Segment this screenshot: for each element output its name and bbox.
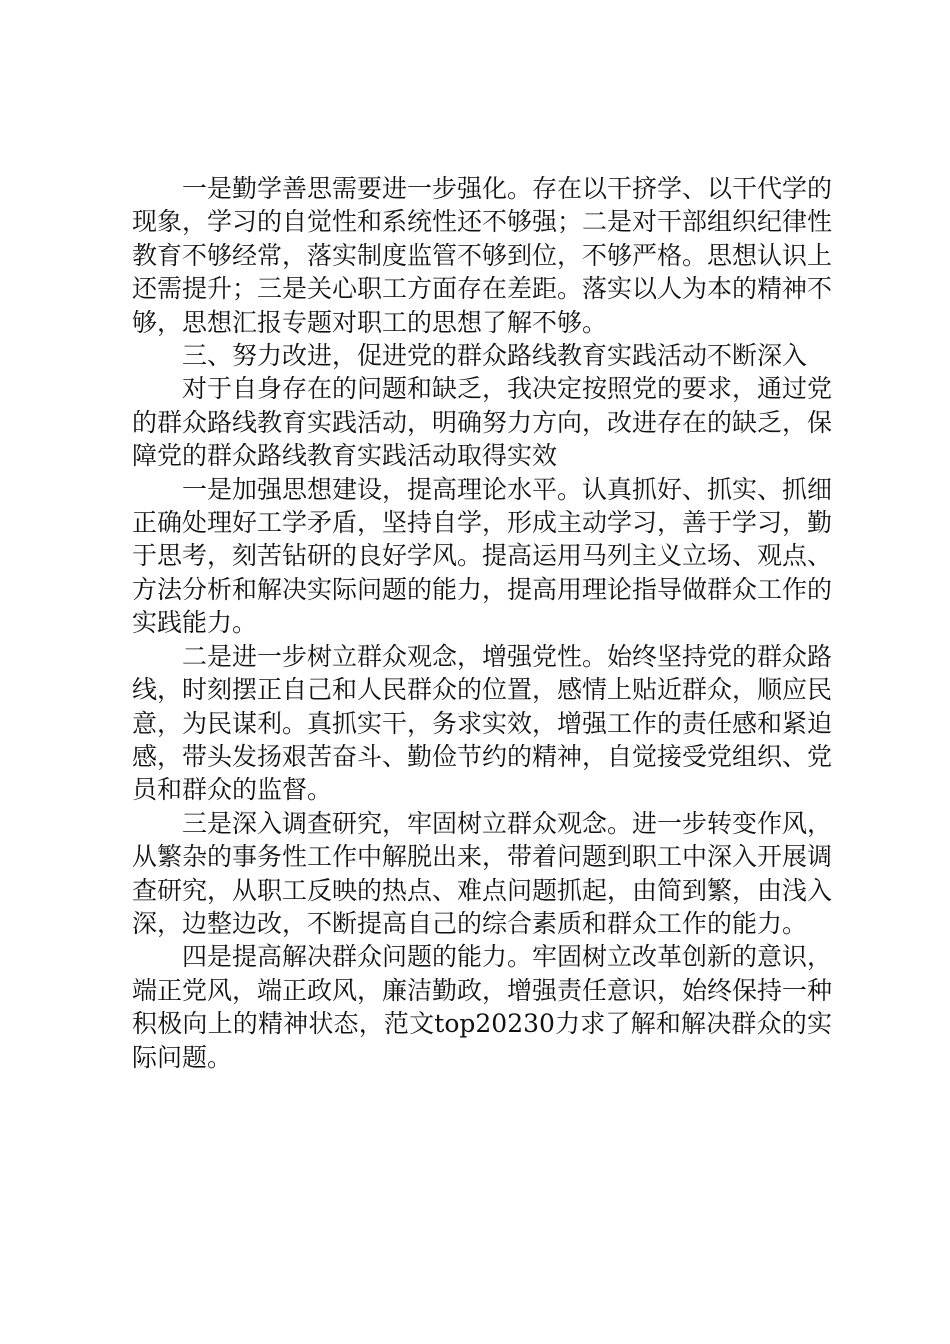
paragraph-intro: 对于自身存在的问题和缺乏，我决定按照党的要求，通过党的群众路线教育实践活动，明确努力方向，改进存在的缺乏，保障党的群众路线教育实践活动取得实效 bbox=[132, 374, 833, 471]
paragraph-point-three: 三是深入调查研究，牢固树立群众观念。进一步转变作风，从繁杂的事务性工作中解脱出来，带着问题到职工中深入开展调查研究，从职工反映的热点、难点问题抓起，由简到繁，由浅入深，边整边改，不断提高自己的综合素质和群众工作的能力。 bbox=[132, 808, 833, 938]
paragraph-point-one: 一是加强思想建设，提高理论水平。认真抓好、抓实、抓细正确处理好工学矛盾，坚持自学，形成主动学习，善于学习，勤于思考，刻苦钻研的良好学风。提高运用马列主义立场、观点、方法分析和解决实际问题的能力，提高用理论指导做群众工作的实践能力。 bbox=[132, 474, 833, 638]
paragraph-point-four: 四是提高解决群众问题的能力。牢固树立改革创新的意识，端正党风，端正政风，廉洁勤政，增强责任意识，始终保持一种积极向上的精神状态，范文top20230力求了解和解决群众的实际问题。 bbox=[132, 942, 833, 1072]
paragraph-shortcomings: 一是勤学善思需要进一步强化。存在以干挤学、以干代学的现象，学习的自觉性和系统性还不够强；二是对干部组织纪律性教育不够经常，落实制度监管不够到位，不够严格。思想认识上还需提升；三是关心职工方面存在差距。落实以人为本的精神不够，思想汇报专题对职工的思想了解不够。 bbox=[132, 174, 833, 337]
section-heading-improvement: 三、努力改进，促进党的群众路线教育实践活动不断深入 bbox=[182, 341, 808, 371]
paragraph-point-two: 二是进一步树立群众观念，增强党性。始终坚持党的群众路线，时刻摆正自己和人民群众的位置，感情上贴近群众，顺应民意，为民谋利。真抓实干，务求实效，增强工作的责任感和紧迫感，带头发扬艰苦奋斗、勤俭节约的精神，自觉接受党组织、党员和群众的监督。 bbox=[132, 641, 833, 805]
document-body bbox=[132, 172, 832, 1074]
